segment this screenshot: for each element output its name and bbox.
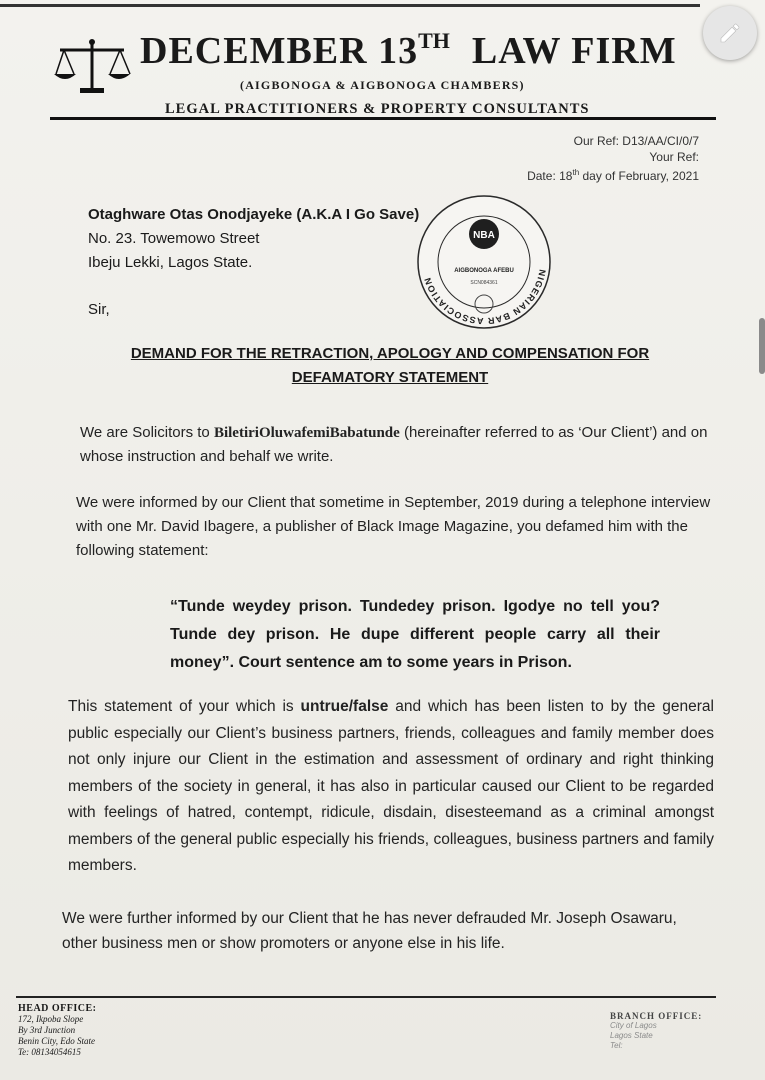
untrue-false-emphasis: untrue/false (300, 698, 389, 715)
firm-name (140, 28, 677, 73)
edit-button[interactable] (703, 6, 757, 60)
scrollbar-thumb[interactable] (759, 318, 765, 374)
your-ref: Your Ref: (649, 150, 699, 164)
addressee-block (88, 203, 419, 275)
subject-line-2: DEFAMATORY STATEMENT (291, 369, 489, 386)
paragraph-1: We are Solicitors to BiletiriOluwafemiBabatunde (hereinafter referred to as ‘Our Client’) and on whose instruction and behalf we write. (80, 424, 708, 465)
scales-of-justice-icon (52, 36, 132, 96)
firm-name-prefix: DECEMBER 13 (140, 30, 419, 72)
paragraph-3: This statement of your which is untrue/false and which has been listen to by the general public especially our Client’s business partners, friends, colleagues and family member does not only injure our Client in the estimation and assessment of ordinary and right thinking members of the society in general, it has also in particular caused our Client to be regarded with feelings of hatred, contempt, ridicule, disdain, disesteemand as a criminal amongst members of the general public especially his friends, colleagues, business partners and family members. (68, 698, 714, 874)
quoted-statement: “Tunde weydey prison. Tundedey prison. Igodye no tell you? Tunde dey prison. He dupe different people carry all their money”. Court sentence am to some years in Prison. (170, 598, 660, 671)
svg-text:NIGERIAN BAR ASSOCIATION: NIGERIAN BAR ASSOCIATION (422, 268, 548, 327)
branch-office-label: BRANCH OFFICE: (610, 1011, 703, 1021)
reference-block (527, 133, 699, 184)
nba-stamp-seal (414, 192, 554, 332)
letter-subject (90, 342, 690, 390)
letter-date: Date: 18th day of February, 2021 (527, 168, 699, 183)
addressee-name: Otaghware Otas Onodjayeke (A.K.A I Go Save) (88, 206, 420, 223)
salutation: Sir, (88, 301, 110, 318)
head-office-label: HEAD OFFICE: (18, 1003, 97, 1014)
footer-divider (16, 996, 716, 998)
subject-line-1: DEMAND FOR THE RETRACTION, APOLOGY AND COMPENSATION FOR (130, 345, 650, 362)
our-ref: Our Ref: D13/AA/CI/0/7 (573, 134, 699, 148)
firm-name-superscript: TH (418, 28, 450, 53)
paragraph-4: We were further informed by our Client that he has never defrauded Mr. Joseph Osawaru, other business men or show promoters or anyone else in his life. (62, 910, 677, 952)
practitioners-line: LEGAL PRACTITIONERS & PROPERTY CONSULTANTS (165, 101, 590, 117)
top-edge-line (0, 4, 700, 7)
pencil-icon (718, 21, 742, 45)
branch-office-block: BRANCH OFFICE: City of Lagos Lagos State Tel: (610, 1011, 703, 1050)
letterhead-divider (50, 117, 716, 120)
head-office-block: HEAD OFFICE: 172, Ikpoba Slope By 3rd Junction Benin City, Edo State Te: 08134054615 (18, 1003, 97, 1057)
client-name: BiletiriOluwafemiBabatunde (213, 425, 400, 441)
firm-name-suffix: LAW FIRM (471, 30, 677, 72)
stamp-badge: NBA (473, 230, 495, 241)
addressee-line-1: No. 23. Towemowo Street (88, 230, 260, 247)
stamp-holder: AIGBONOGA AFEBU (454, 268, 514, 274)
stamp-number: SCN084361 (470, 280, 498, 286)
chambers-line: (AIGBONOGA & AIGBONOGA CHAMBERS) (240, 78, 525, 92)
paragraph-2: We were informed by our Client that sometime in September, 2019 during a telephone interview with one Mr. David Ibagere, a publisher of Black Image Magazine, you defamed him with the following statement: (76, 494, 711, 559)
addressee-line-2: Ibeju Lekki, Lagos State. (88, 254, 253, 271)
